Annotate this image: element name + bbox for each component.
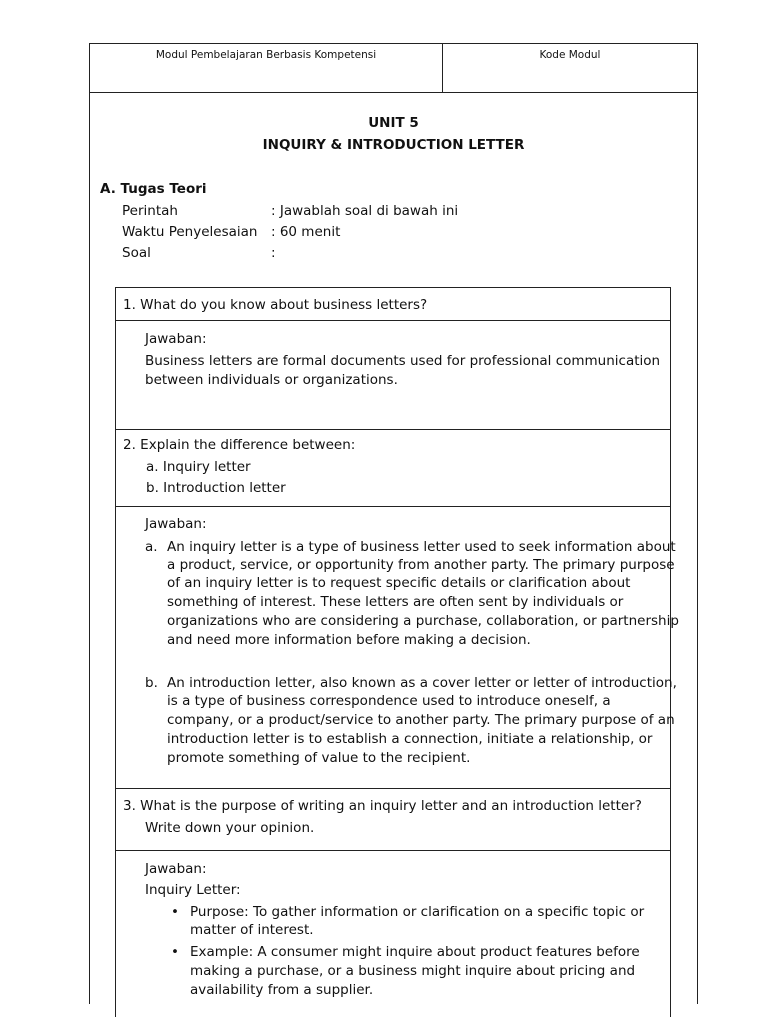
divider-a2 — [115, 788, 671, 789]
answer-2b-line: is a type of business correspondence used to introduce oneself, a — [167, 693, 611, 709]
answer-2b-line: introduction letter is to establish a connection, initiate a relationship, or — [167, 731, 653, 747]
answer-3-bullet-line: availability from a supplier. — [190, 982, 374, 998]
answer-2b-marker: b. — [145, 675, 158, 691]
question-3: 3. What is the purpose of writing an inquiry letter and an introduction letter? — [123, 798, 642, 814]
answer-1-line: Business letters are formal documents used for professional communication — [145, 353, 661, 369]
question-3-line: Write down your opinion. — [145, 820, 315, 836]
answer-2b-line: promote something of value to the recipient. — [167, 750, 471, 766]
answer-2a-line: something of interest. These letters are often sent by individuals or — [167, 594, 624, 610]
question-1: 1. What do you know about business letters? — [123, 297, 428, 313]
row-value-perintah: : Jawablah soal di bawah ini — [271, 203, 459, 219]
divider-q3 — [115, 850, 671, 851]
module-code-label: Kode Modul — [539, 49, 601, 61]
row-value-soal: : — [271, 245, 276, 261]
answer-3-subheading: Inquiry Letter: — [145, 882, 241, 898]
answer-2a-line: organizations who are considering a purchase, collaboration, or partnership — [167, 613, 679, 629]
divider-q1 — [115, 320, 671, 321]
answer-2-label: Jawaban: — [145, 516, 207, 532]
answer-2a-line: of an inquiry letter is to request specific details or clarification about — [167, 575, 631, 591]
module-title: Modul Pembelajaran Berbasis Kompetensi — [155, 49, 377, 61]
answer-3-bullet-line: matter of interest. — [190, 922, 314, 938]
answer-3-bullet-line: Example: A consumer might inquire about product features before — [190, 944, 640, 960]
question-2: 2. Explain the difference between: — [123, 437, 356, 453]
answer-3-label: Jawaban: — [145, 861, 207, 877]
bullet-icon: • — [171, 944, 179, 960]
answer-2a-line: An inquiry letter is a type of business letter used to seek information about — [167, 539, 676, 555]
row-label-perintah: Perintah — [122, 203, 178, 219]
divider-a1 — [115, 429, 671, 430]
answer-3-bullet-line: making a purchase, or a business might inquire about pricing and — [190, 963, 636, 979]
module-header — [89, 43, 698, 93]
row-label-waktu: Waktu Penyelesaian — [122, 224, 258, 240]
answer-2a-line: and need more information before making a decision. — [167, 632, 531, 648]
unit-title: INQUIRY & INTRODUCTION LETTER — [262, 137, 525, 153]
answer-1-label: Jawaban: — [145, 331, 207, 347]
row-value-waktu: : 60 menit — [271, 224, 341, 240]
bullet-icon: • — [171, 904, 179, 920]
divider-q2 — [115, 506, 671, 507]
answer-3-bullet-line: Purpose: To gather information or clarification on a specific topic or — [190, 904, 645, 920]
answer-2b-line: company, or a product/service to another party. The primary purpose of an — [167, 712, 675, 728]
section-heading: A. Tugas Teori — [100, 181, 207, 197]
row-label-soal: Soal — [122, 245, 151, 261]
answer-2a-line: a product, service, or opportunity from another party. The primary purpose — [167, 557, 675, 573]
answer-2b-line: An introduction letter, also known as a cover letter or letter of introduction, — [167, 675, 677, 691]
answer-2a-marker: a. — [145, 539, 158, 555]
unit-number: UNIT 5 — [368, 115, 419, 131]
answer-1-line: between individuals or organizations. — [145, 372, 398, 388]
question-2-item: b. Introduction letter — [146, 480, 286, 496]
question-2-item: a. Inquiry letter — [146, 459, 251, 475]
